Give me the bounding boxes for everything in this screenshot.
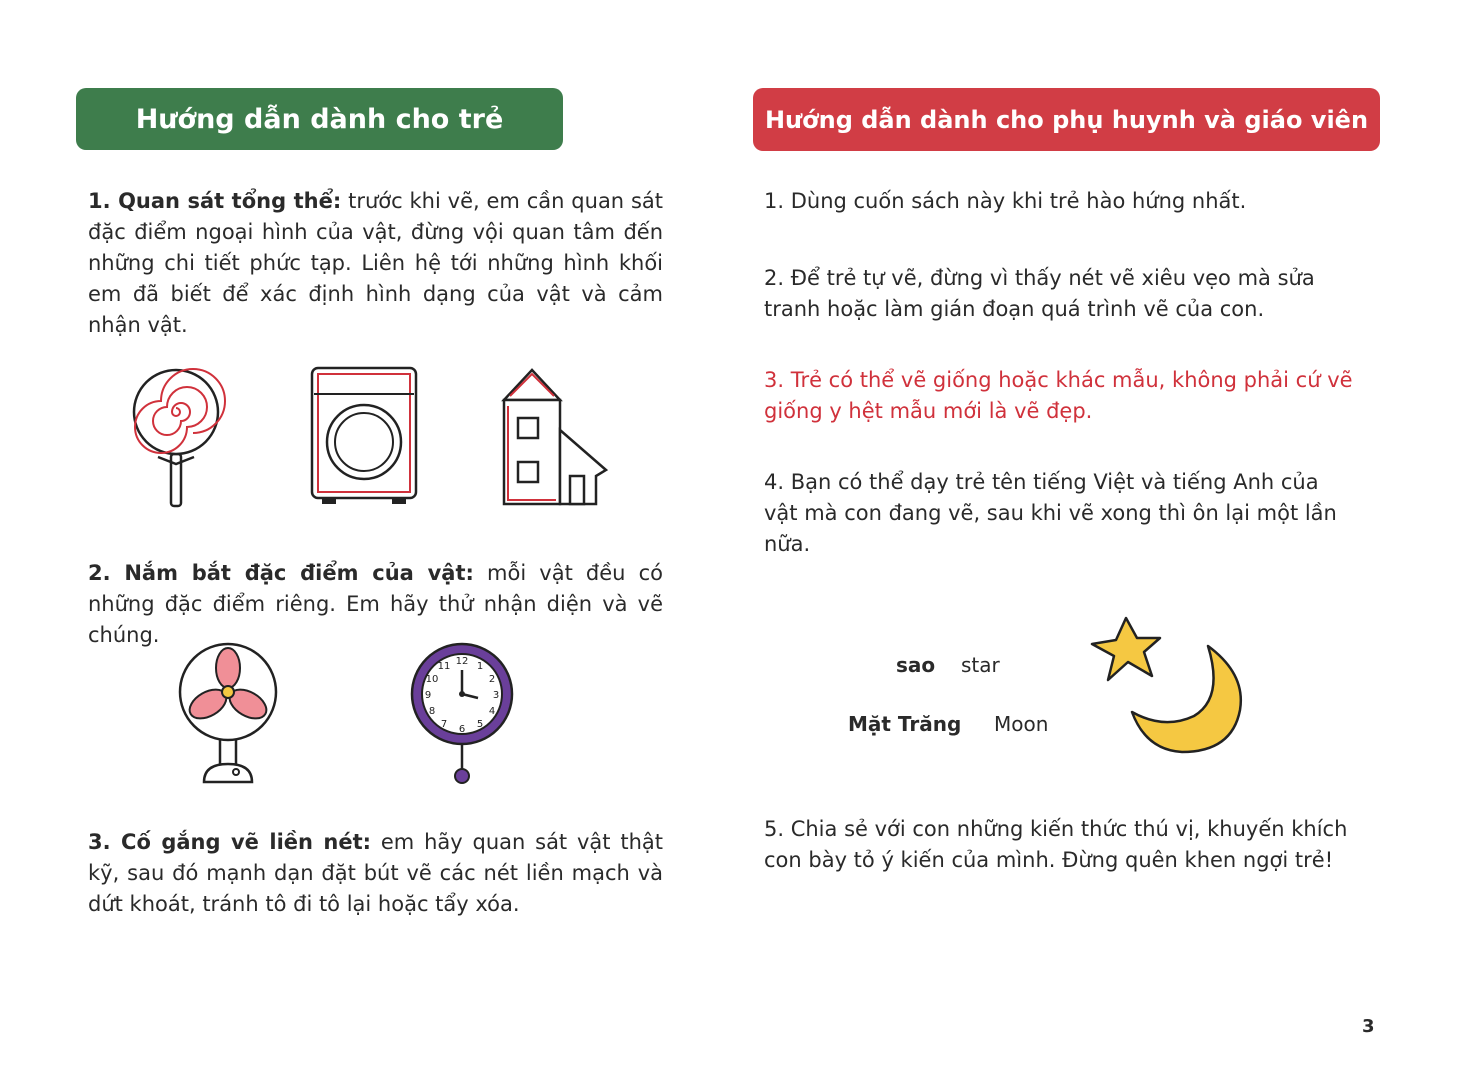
right-item-4: 4. Bạn có thể dạy trẻ tên tiếng Việt và tiếng Anh của vật mà con đang vẽ, sau khi vẽ xong thì ôn lại một lần nữa. (764, 470, 1337, 556)
children-guide-heading: Hướng dẫn dành cho trẻ (76, 88, 563, 150)
left-item-1-title: 1. Quan sát tổng thể: (88, 189, 342, 213)
fan-icon (172, 640, 284, 790)
house-icon (496, 366, 610, 510)
svg-text:5: 5 (476, 719, 484, 730)
left-item-2-text: mỗi vật đều có những đặc điểm riêng. Em hãy thử nhận diện và vẽ chúng. (88, 561, 664, 647)
svg-text:2: 2 (488, 674, 496, 685)
right-item-5: 5. Chia sẻ với con những kiến thức thú vị, khuyến khích con bày tỏ ý kiến của mình. Đừng quên khen ngợi trẻ! (764, 817, 1348, 872)
svg-text:9: 9 (424, 690, 432, 701)
svg-text:6: 6 (458, 724, 466, 735)
svg-text:10: 10 (425, 674, 439, 685)
moon-icon (1124, 640, 1248, 756)
right-item-1: 1. Dùng cuốn sách này khi trẻ hào hứng nhất. (764, 189, 1247, 213)
svg-text:7: 7 (440, 719, 448, 730)
clock-icon (404, 642, 520, 788)
parents-guide-heading: Hướng dẫn dành cho phụ huynh và giáo viên (753, 88, 1380, 151)
svg-text:8: 8 (428, 706, 436, 717)
svg-text:1: 1 (476, 661, 484, 672)
left-item-3-title: 3. Cố gắng vẽ liền nét: (88, 830, 372, 854)
left-item-2 (88, 558, 663, 651)
vocab-star-vi: sao (896, 653, 936, 677)
washing-machine-icon (306, 364, 422, 506)
vocab-moon-en: Moon (994, 712, 1049, 736)
left-item-1 (88, 186, 663, 341)
left-item-2-title: 2. Nắm bắt đặc điểm của vật: (88, 561, 474, 585)
left-item-1-text: trước khi vẽ, em cần quan sát đặc điểm ngoại hình của vật, đừng vội quan tâm đến những chi tiết phức tạp. Liên hệ tới những hình khối em đã biết để xác định hình dạng của vật và cảm nhận vật. (88, 189, 664, 337)
left-item-3-text: em hãy quan sát vật thật kỹ, sau đó mạnh dạn đặt bút vẽ các nét liền mạch và dứt khoát, tránh tô đi tô lại hoặc tẩy xóa. (88, 830, 663, 916)
svg-text:4: 4 (488, 706, 496, 717)
svg-text:12: 12 (455, 656, 469, 667)
svg-text:3: 3 (492, 690, 500, 701)
vocab-moon-vi: Mặt Trăng (848, 712, 962, 736)
lollipop-icon (128, 362, 228, 510)
right-item-2: 2. Để trẻ tự vẽ, đừng vì thấy nét vẽ xiêu vẹo mà sửa tranh hoặc làm gián đoạn quá trình vẽ của con. (764, 266, 1315, 321)
svg-text:11: 11 (437, 661, 451, 672)
page-number: 3 (1362, 1016, 1375, 1037)
vocab-star-en: star (961, 653, 1000, 677)
right-item-3: 3. Trẻ có thể vẽ giống hoặc khác mẫu, không phải cứ vẽ giống y hệt mẫu mới là vẽ đẹp. (764, 368, 1353, 423)
left-item-3 (88, 827, 663, 920)
